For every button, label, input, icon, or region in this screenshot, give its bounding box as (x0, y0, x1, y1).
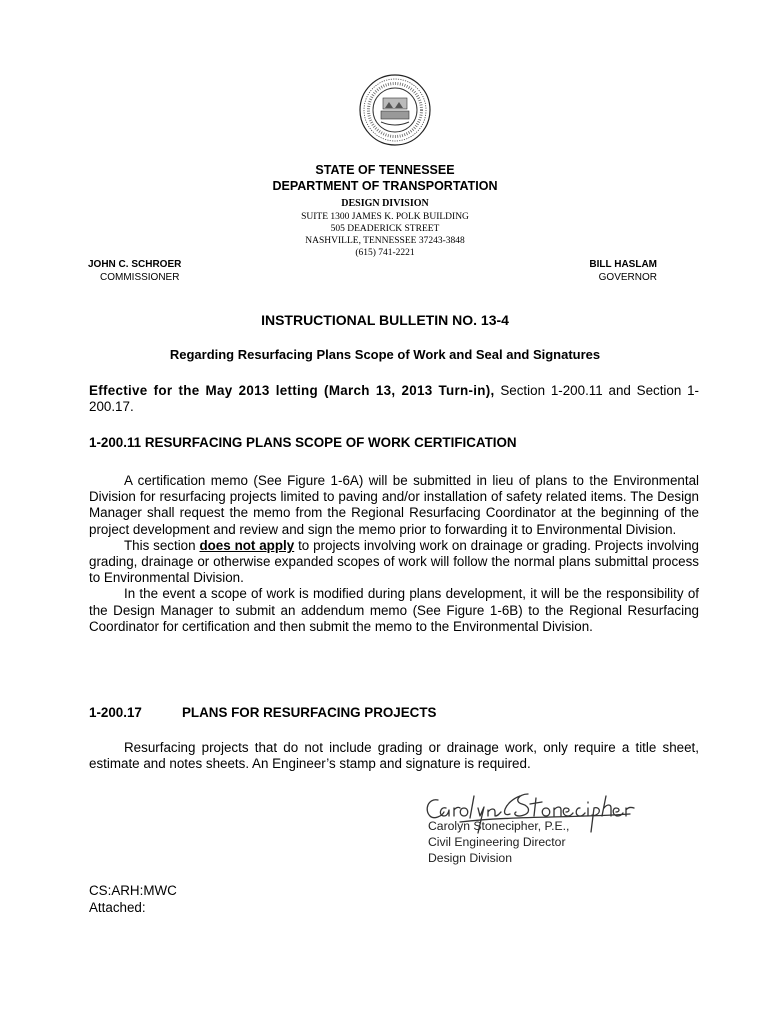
governor-title: GOVERNOR (598, 272, 657, 283)
effective-date: Effective for the May 2013 letting (March 13, 2013 Turn-in), (89, 383, 495, 398)
bulletin-subject: Regarding Resurfacing Plans Scope of Work and Seal and Signatures (169, 347, 601, 362)
phone-number: (615) 741-2221 (355, 248, 415, 258)
typist-initials: CS:ARH:MWC (89, 883, 177, 898)
footer-notes (89, 882, 177, 916)
effective-sections: Section 1-200.11 and Section 1-200.17. (89, 383, 700, 415)
address-line: 505 DEADERICK STREET (330, 224, 440, 234)
section-2-heading (89, 705, 436, 720)
division-name: DESIGN DIVISION (341, 198, 429, 209)
tennessee-state-seal (359, 74, 431, 146)
signatory-division: Design Division (428, 851, 512, 865)
paragraph (89, 538, 699, 587)
signatory-title: Civil Engineering Director (428, 835, 566, 849)
section-number: 1-200.17 (89, 705, 142, 720)
emphasis-text: does not apply (199, 537, 295, 553)
address-line: NASHVILLE, TENNESSEE 37243-3848 (305, 236, 465, 246)
commissioner-name: JOHN C. SCHROER (88, 259, 182, 270)
department-name: DEPARTMENT OF TRANSPORTATION (272, 179, 498, 193)
commissioner-title: COMMISSIONER (100, 272, 180, 283)
section-title: PLANS FOR RESURFACING PROJECTS (182, 705, 437, 720)
attachment-note: Attached: (89, 900, 146, 915)
paragraph: A certification memo (See Figure 1-6A) will be submitted in lieu of plans to the Environmental Division for resurfacing projects limited to paving and/or installation of safety related items. The Design Manager shall request the memo from the Regional Resurfacing Coordinator at the beginning of the project development and review and sign the memo prior to forwarding it to Environmental Division. (89, 473, 699, 537)
section-1-body (89, 473, 699, 635)
paragraph-text: This section (124, 537, 200, 553)
paragraph-text: to projects involving work on drainage or grading. Projects involving grading, drainage or otherwise expanded scopes of work will follow the normal plans submittal process to Environmental Division. (89, 537, 699, 586)
paragraph: Resurfacing projects that do not include grading or drainage work, only require a title sheet, estimate and notes sheets. An Engineer’s stamp and signature is required. (89, 740, 699, 772)
effective-statement (89, 383, 699, 415)
governor-name: BILL HASLAM (589, 259, 657, 270)
signatory-name: Carolyn Stonecipher, P.E., (428, 819, 570, 833)
section-2-body (89, 740, 699, 772)
address-line: SUITE 1300 JAMES K. POLK BUILDING (301, 212, 469, 222)
bulletin-title: INSTRUCTIONAL BULLETIN NO. 13-4 (261, 312, 509, 328)
paragraph: In the event a scope of work is modified during plans development, it will be the responsibility of the Design Manager to submit an addendum memo (See Figure 1-6B) to the Regional Resurfacing Coordinator for certification and then submit the memo to the Environmental Division. (89, 586, 699, 634)
state-name: STATE OF TENNESSEE (315, 163, 455, 177)
section-1-heading: 1-200.11 RESURFACING PLANS SCOPE OF WORK CERTIFICATION (89, 435, 517, 450)
